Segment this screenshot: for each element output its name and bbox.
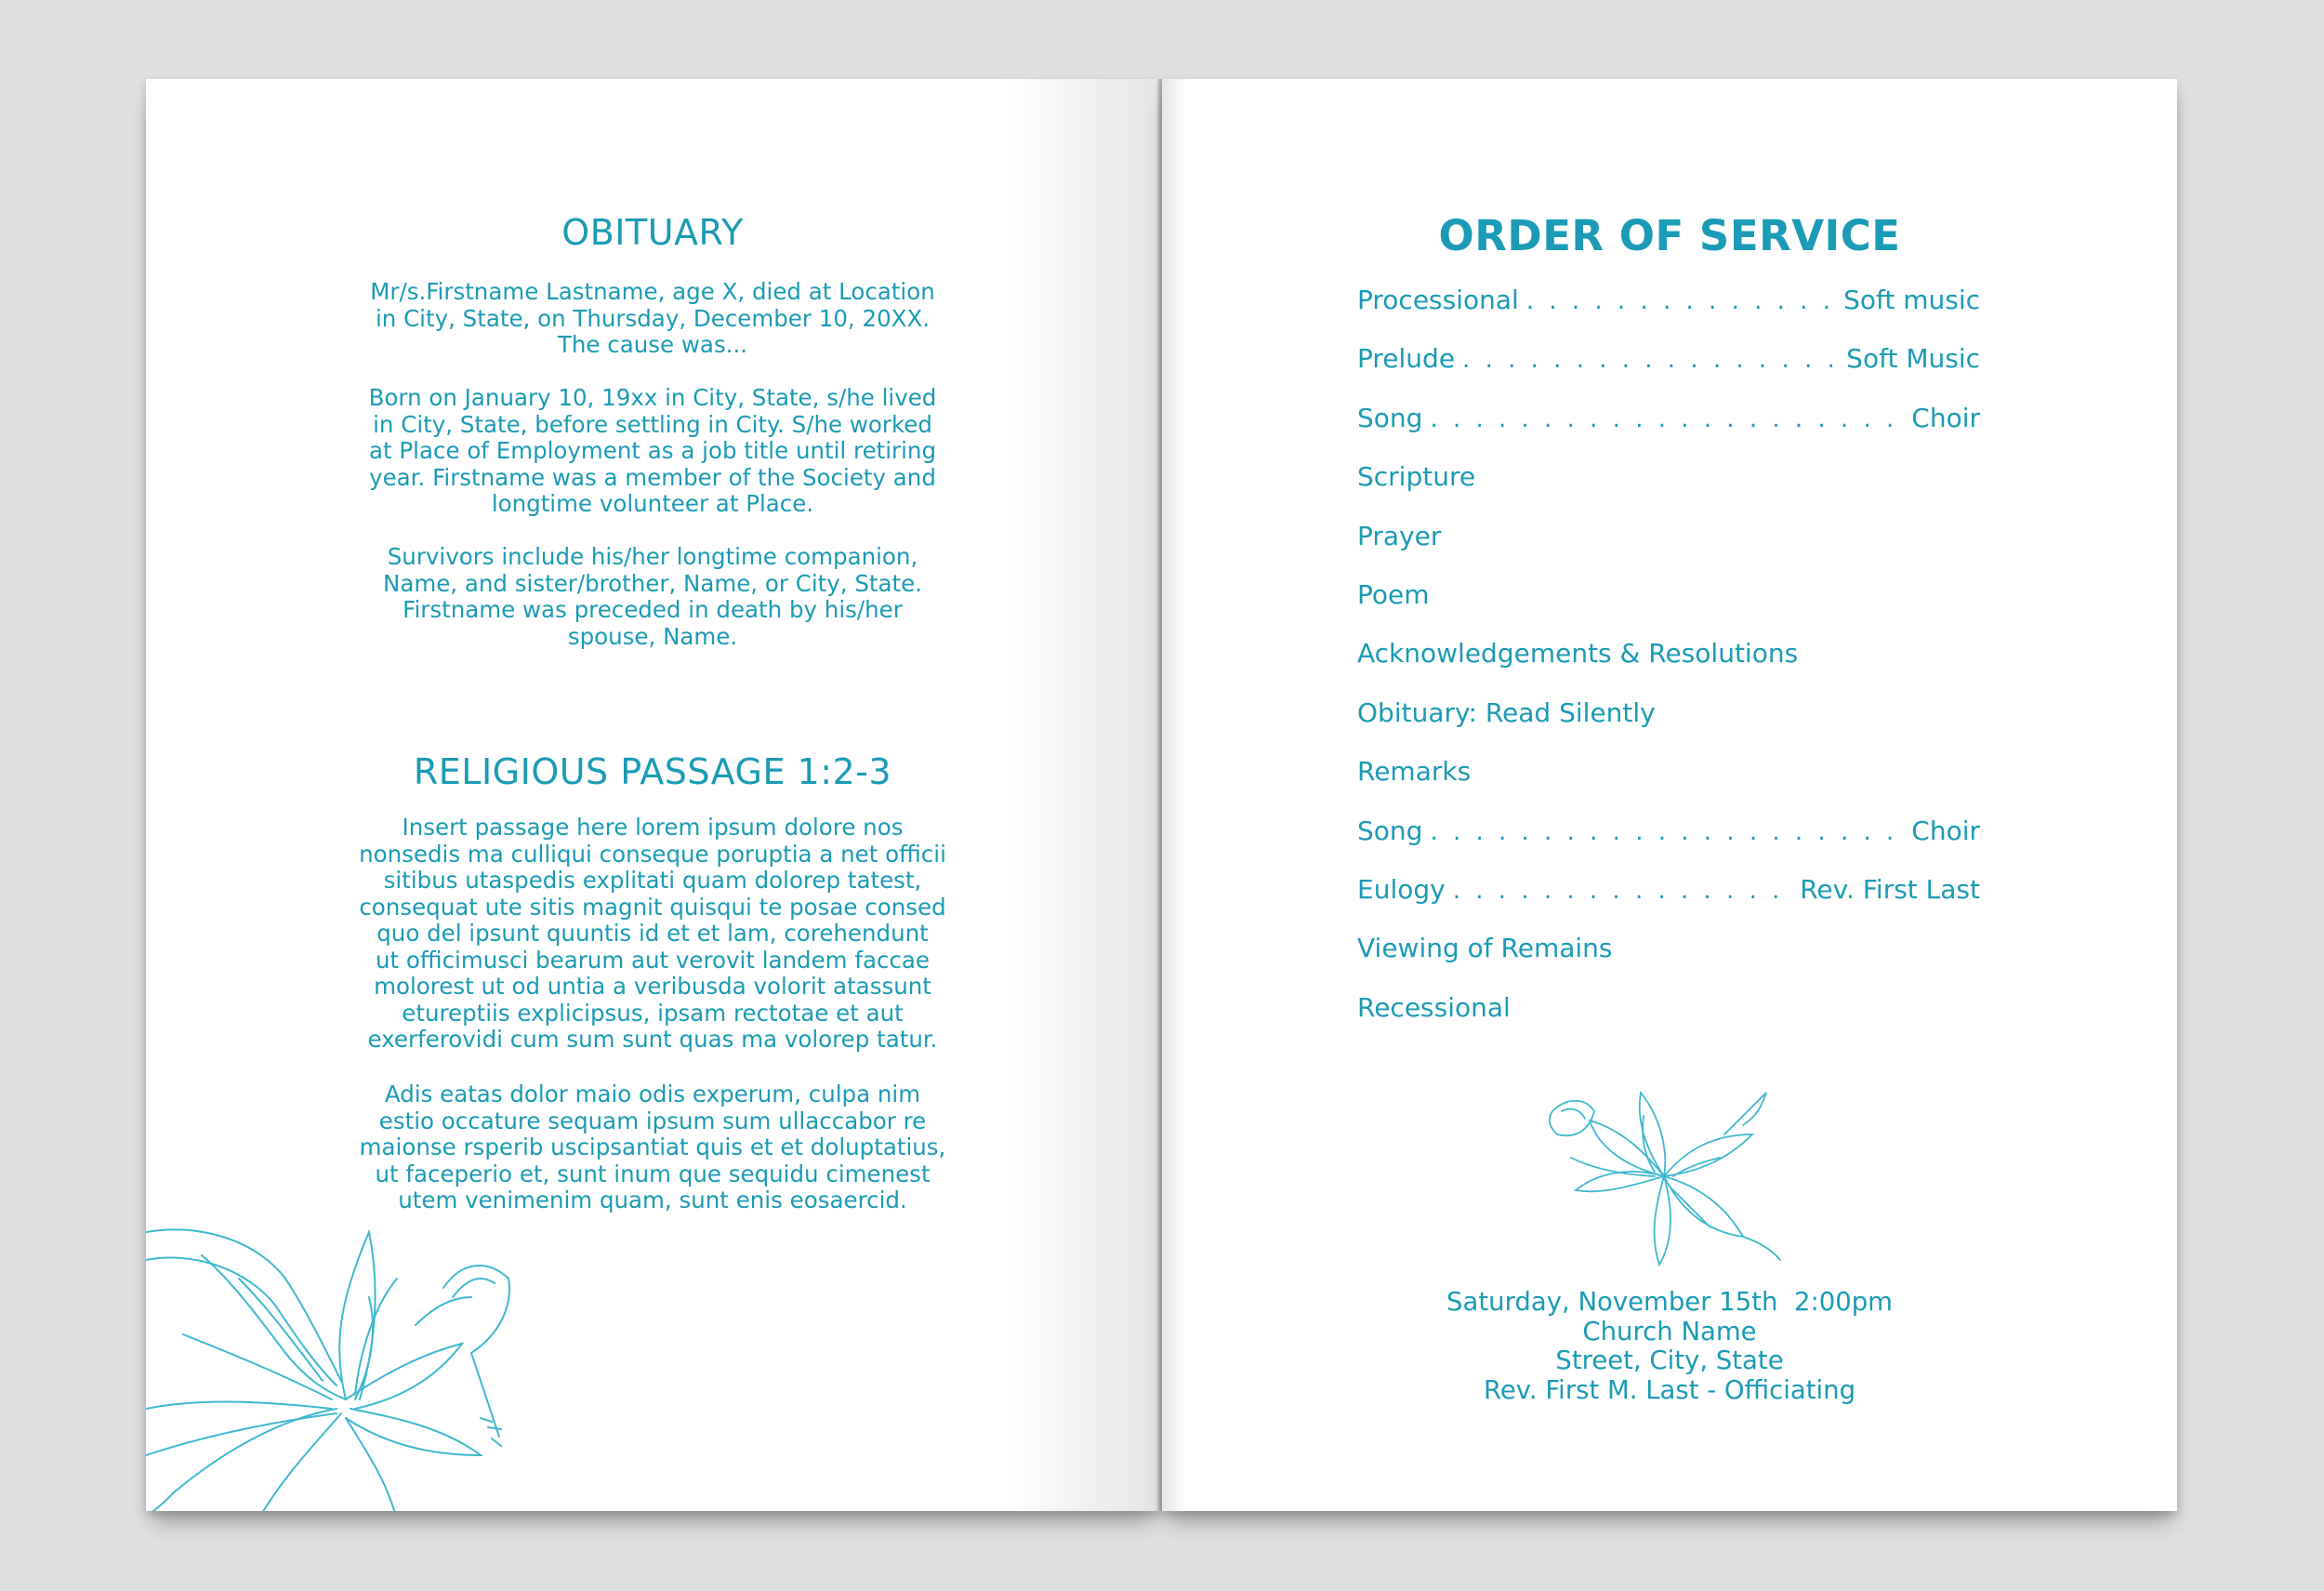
service-item-name: Song [1357,402,1423,433]
service-item-name: Poem [1357,578,1430,610]
obituary-paragraph-3 [337,544,969,650]
text-line: spouse, Name. [567,622,738,650]
service-item-name: Prayer [1357,520,1442,551]
text-line: ut officimusci bearum aut verovit landem faccae [375,946,930,974]
service-item [1357,400,1980,458]
service-item [1357,340,1980,399]
service-item [1357,930,1980,988]
text-line: Adis eatas dolor maio odis experum, culpa nim [384,1081,921,1107]
text-line: ut faceperio et, sunt inum que sequidu cimenest [375,1160,931,1187]
service-item-name: Obituary: Read Silently [1357,696,1656,728]
service-item [1357,753,1980,812]
text-line: Firstname was preceded in death by his/her [403,596,903,623]
text-line: quo del ipsunt quuntis id et et lam, corehendunt [376,920,929,947]
service-item-detail: Choir [1911,402,1980,433]
leader-dots [1430,814,1904,851]
obituary-paragraph-1 [337,279,969,359]
religious-heading: RELIGIOUS PASSAGE 1:2-3 [413,751,892,792]
service-item [1357,458,1980,517]
service-item-name: Viewing of Remains [1357,933,1613,964]
text-line: utem venimenim quam, sunt enis eosaercid. [398,1187,907,1213]
text-line: longtime volunteer at Place. [491,490,814,517]
service-item [1357,695,1980,753]
text-line: maionse rsperib uscipsantiat quis et et doluptatius, [359,1134,946,1160]
order-of-service-title: ORDER OF SERVICE [1438,211,1901,260]
obituary-section [337,212,969,253]
text-line: sitibus utaspedis explitati quam dolorep tatest, [383,867,922,894]
service-item-name: Prelude [1357,343,1456,375]
obituary-heading: OBITUARY [561,212,744,253]
lily-flower-icon [1534,1083,1794,1269]
text-line: Born on January 10, 19xx in City, State, s/he lived [368,384,937,411]
text-line: consequat ute sitis magnit quisqui te posae consed [359,893,946,921]
service-item-detail: Soft Music [1846,343,1980,375]
text-line: Insert passage here lorem ipsum dolore nos [402,814,904,841]
text-line: The cause was... [557,331,748,358]
text-line: Mr/s.Firstname Lastname, age X, died at Location [370,278,935,305]
service-item [1357,518,1980,577]
text-line: exerferovidi cum sum sunt quas ma volorep tatur. [367,1026,938,1053]
order-of-service-list [1357,282,1980,1048]
right-page [1162,79,2177,1511]
religious-section [337,751,969,792]
service-datetime: Saturday, November 15th 2:00pm [1446,1287,1893,1317]
service-item-name: Acknowledgements & Resolutions [1357,638,1799,670]
leader-dots [1462,341,1839,378]
text-line: nonsedis ma culliqui conseque poruptia a net officii [359,840,946,868]
service-item-detail: Choir [1911,815,1980,846]
service-item-detail: Soft music [1843,285,1980,315]
officiant: Rev. First M. Last - Officiating [1483,1375,1856,1406]
service-details [1162,1288,2177,1406]
service-item-name: Recessional [1357,991,1511,1023]
service-item [1357,282,1980,340]
text-line: in City, State, before settling in City. S/he worked [373,410,932,438]
service-item-name: Processional [1357,285,1519,315]
leader-dots [1526,283,1836,320]
text-line: molorest ut od untia a veribusda volorit atassunt [374,973,931,1000]
text-line: Survivors include his/her longtime companion, [387,543,918,570]
service-item-name: Eulogy [1357,873,1446,905]
service-item [1357,635,1980,694]
leader-dots [1453,872,1793,909]
service-item [1357,989,1980,1048]
service-item-name: Remarks [1357,756,1472,788]
lily-flower-icon [146,1223,574,1511]
service-item [1357,577,1980,635]
religious-paragraph-1 [337,815,969,1054]
service-item-name: Scripture [1357,461,1476,493]
text-line: in City, State, on Thursday, December 10, 20XX. [375,304,931,332]
text-line: estio occature sequam ipsum sum ullaccabor re [378,1107,927,1134]
leader-dots [1430,401,1904,438]
text-line: etureptiis explicipsus, ipsam rectotae et aut [402,999,904,1027]
church-name: Church Name [1582,1316,1757,1346]
service-item [1357,871,1980,930]
obituary-paragraph-2 [337,385,969,518]
service-item-name: Song [1357,815,1423,846]
left-page [146,79,1159,1511]
service-item-detail: Rev. First Last [1800,873,1980,905]
text-line: at Place of Employment as a job title until retiring [368,437,937,464]
text-line: Name, and sister/brother, Name, or City, State. [383,569,922,597]
service-item [1357,813,1980,871]
church-address: Street, City, State [1555,1346,1784,1376]
religious-paragraph-2 [337,1081,969,1214]
text-line: year. Firstname was a member of the Society and [369,463,936,491]
